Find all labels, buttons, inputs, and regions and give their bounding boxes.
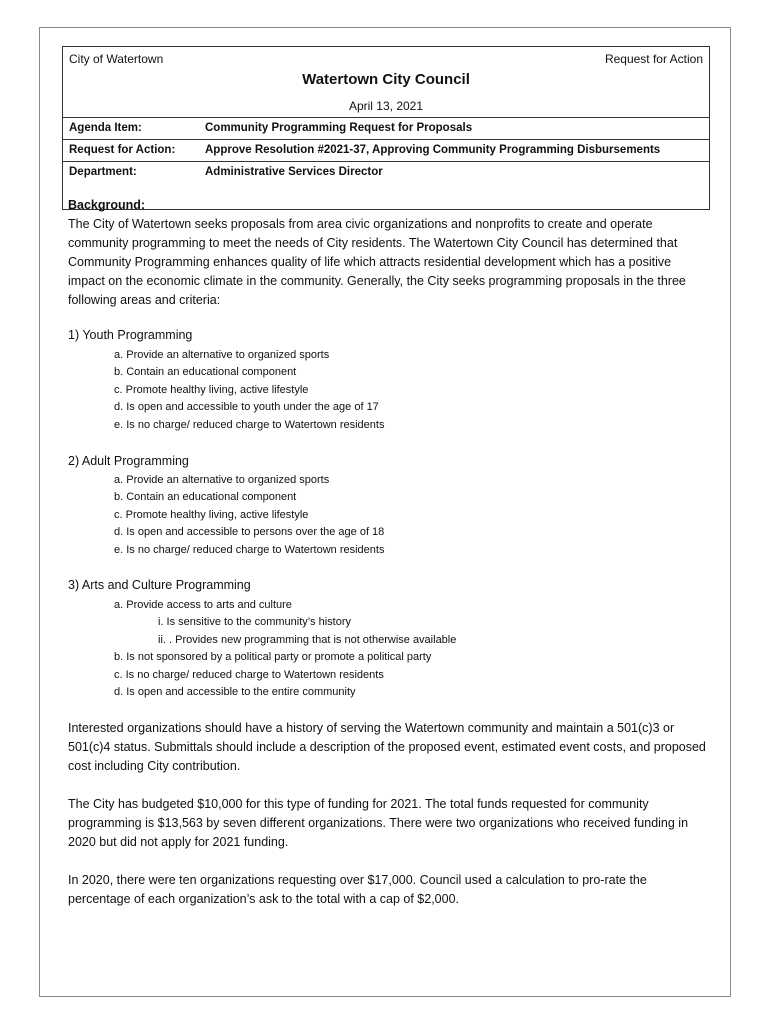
arts-culture-heading: 3) Arts and Culture Programming (68, 578, 251, 592)
list-item: b. Contain an educational component (114, 366, 297, 379)
list-item: c. Is no charge/ reduced charge to Watertown residents (114, 668, 384, 681)
list-item: d. Is open and accessible to the entire community (114, 686, 356, 699)
budget-paragraph: The City has budgeted $10,000 for this type of funding for 2021. The total funds requested for community programming is $13,563 by seven different organizations. There were two organizations who received funding in 2020 but did not apply for 2021 funding. (68, 797, 689, 849)
list-item: c. Promote healthy living, active lifestyle (114, 508, 309, 521)
list-item: b. Is not sponsored by a political party or promote a political party (114, 651, 432, 664)
prior-year-paragraph: In 2020, there were ten organizations requesting over $17,000. Council used a calculation to pro-rate the percentage of each organization’s ask to the total with a cap of $2,000. (68, 873, 647, 906)
list-item: d. Is open and accessible to youth under the age of 17 (114, 401, 379, 414)
request-header-table (62, 46, 710, 210)
list-item: a. Provide access to arts and culture (114, 599, 292, 611)
list-item: b. Contain an educational component (114, 491, 297, 504)
city-name: City of Watertown (69, 52, 164, 66)
background-paragraph: The City of Watertown seeks proposals from area civic organizations and nonprofits to create and operate community programming to meet the needs of City residents. The Watertown City Council has determined that Community Programming enhances quality of life which attracts residential development which has a positive impact on the economic climate in the community. Generally, the City seeks programming proposals in the three following areas and criteria: (68, 217, 686, 307)
request-for-action-row (63, 139, 709, 162)
council-title: Watertown City Council (302, 71, 470, 88)
list-subitem: ii. . Provides new programming that is not otherwise available (158, 633, 457, 646)
request-for-action-label: Request for Action: (69, 144, 176, 156)
list-item: c. Promote healthy living, active lifestyle (114, 383, 309, 396)
list-item: a. Provide an alternative to organized sports (114, 349, 330, 361)
department-value: Administrative Services Director (205, 166, 383, 178)
agenda-item-value: Community Programming Request for Proposals (205, 122, 473, 134)
list-item: e. Is no charge/ reduced charge to Watertown residents (114, 543, 385, 556)
adult-programming-list (114, 472, 384, 559)
document-page (39, 27, 731, 997)
list-item: a. Provide an alternative to organized sports (114, 474, 330, 486)
list-item: e. Is no charge/ reduced charge to Watertown residents (114, 418, 385, 431)
youth-programming-heading: 1) Youth Programming (68, 328, 193, 342)
meeting-date: April 13, 2021 (348, 99, 424, 113)
background-section (68, 196, 708, 310)
adult-programming-heading: 2) Adult Programming (68, 454, 189, 468)
agenda-item-row (63, 117, 709, 140)
list-subitem: i. Is sensitive to the community’s history (158, 616, 351, 629)
background-label: Background: (68, 198, 146, 212)
request-for-action-value: Approve Resolution #2021-37, Approving Community Programming Disbursements (205, 144, 661, 156)
youth-programming-list (114, 347, 384, 434)
agenda-item-label: Agenda Item: (69, 122, 142, 134)
arts-culture-list (114, 597, 456, 701)
document-type: Request for Action (604, 52, 703, 66)
eligibility-paragraph: Interested organizations should have a history of serving the Watertown community and maintain a 501(c)3 or 501(c)4 status. Submittals should include a description of the proposed event, estimated event costs, and proposed cost including City contribution. (68, 721, 706, 773)
list-item: d. Is open and accessible to persons over the age of 18 (114, 526, 385, 539)
department-label: Department: (69, 166, 137, 178)
